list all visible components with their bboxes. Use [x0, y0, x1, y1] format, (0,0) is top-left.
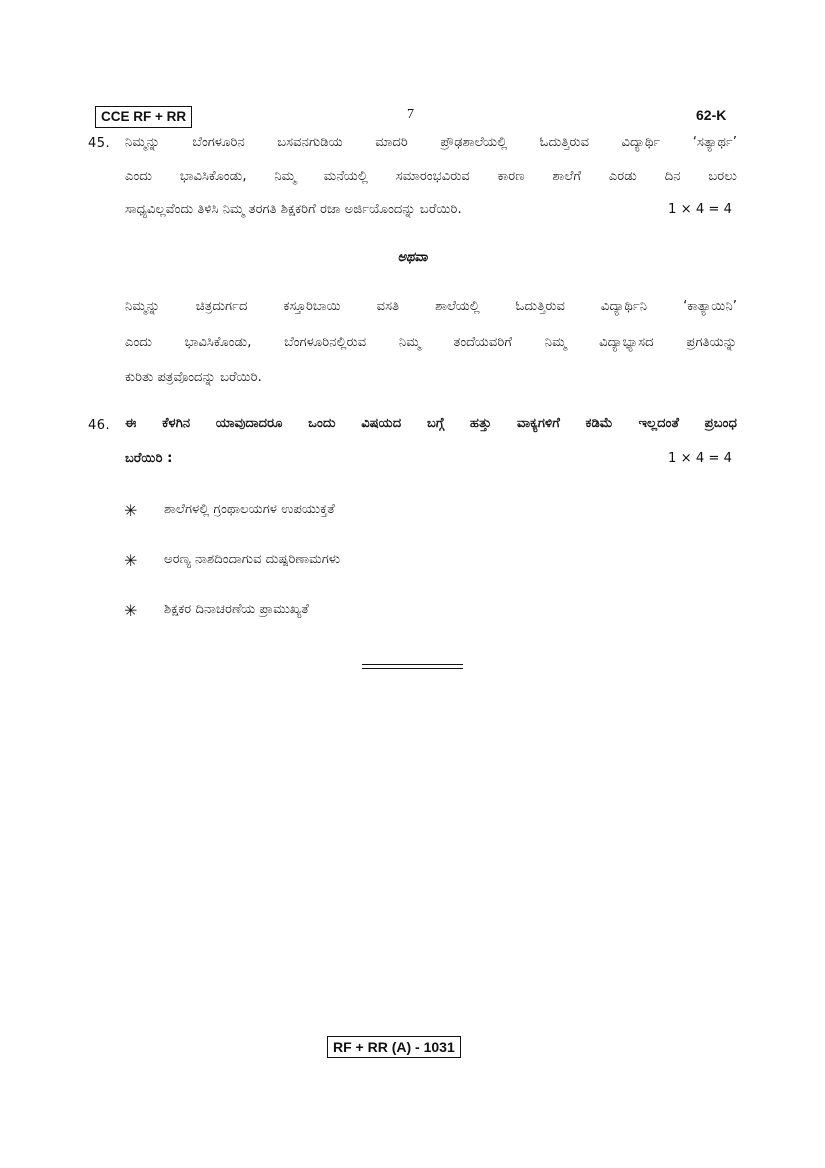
footer-code-box — [327, 1036, 461, 1058]
question-45-alt-line-3: ಕುರಿತು ಪತ್ರವೊಂದನ್ನು ಬರೆಯಿರಿ. — [125, 370, 262, 385]
paper-code: 62-K — [696, 107, 727, 123]
page-number: 7 — [407, 107, 414, 122]
bullet-star-icon: ✳ — [124, 501, 138, 520]
question-46-line-2: ಬರೆಯಿರಿ : — [125, 451, 173, 466]
end-rule-bottom — [362, 668, 463, 669]
or-label: ಅಥವಾ — [397, 250, 428, 265]
header-code-box — [95, 106, 192, 128]
end-rule-top — [362, 664, 463, 665]
header-code-text: CCE RF + RR — [101, 109, 187, 124]
question-46-line-1: ಈ ಕೆಳಗಿನ ಯಾವುದಾದರೂ ಒಂದು ವಿಷಯದ ಬಗ್ಗೆ ಹತ್ತು ವಾಕ್ಯಗಳಿಗೆ ಕಡಿಮೆ ಇಲ್ಲದಂತೆ ಪ್ರಬಂಧ — [125, 416, 737, 431]
topic-item-2: ಅರಣ್ಯ ನಾಶದಿಂದಾಗುವ ದುಷ್ಪರಿಣಾಮಗಳು — [164, 552, 341, 567]
question-45-line-1: ನಿಮ್ಮನ್ನು ಬೆಂಗಳೂರಿನ ಬಸವನಗುಡಿಯ ಮಾದರಿ ಪ್ರೌಢಶಾಲೆಯಲ್ಲಿ ಓದುತ್ತಿರುವ ವಿದ್ಯಾರ್ಥಿ ‘ಸತ್ಯಾರ್ಥ’ — [125, 135, 737, 150]
question-45-alt-line-2: ಎಂದು ಭಾವಿಸಿಕೊಂಡು, ಬೆಂಗಳೂರಿನಲ್ಲಿರುವ ನಿಮ್ಮ ತಂದೆಯವರಿಗೆ ನಿಮ್ಮ ವಿದ್ಯಾಭ್ಯಾಸದ ಪ್ರಗತಿಯನ್ನು — [125, 335, 737, 350]
topic-item-1: ಶಾಲೆಗಳಲ್ಲಿ ಗ್ರಂಥಾಲಯಗಳ ಉಪಯುಕ್ತತೆ — [164, 502, 335, 517]
question-46-marks: 1 × 4 = 4 — [668, 451, 733, 466]
question-46-number: 46. — [88, 418, 111, 433]
question-45-line-2: ಎಂದು ಭಾವಿಸಿಕೊಂಡು, ನಿಮ್ಮ ಮನೆಯಲ್ಲಿ ಸಮಾರಂಭವಿರುವ ಕಾರಣ ಶಾಲೆಗೆ ಎರಡು ದಿನ ಬರಲು — [125, 169, 737, 184]
footer-code-text: RF + RR (A) - 1031 — [333, 1039, 455, 1055]
question-45-marks: 1 × 4 = 4 — [668, 202, 733, 217]
question-45-line-3: ಸಾಧ್ಯವಿಲ್ಲವೆಂದು ತಿಳಿಸಿ ನಿಮ್ಮ ತರಗತಿ ಶಿಕ್ಷಕರಿಗೆ ರಜಾ ಅರ್ಜಿಯೊಂದನ್ನು ಬರೆಯಿರಿ. — [125, 202, 462, 217]
topic-item-3: ಶಿಕ್ಷಕರ ದಿನಾಚರಣೆಯ ಪ್ರಾಮುಖ್ಯತೆ — [164, 602, 309, 617]
question-45-alt-line-1: ನಿಮ್ಮನ್ನು ಚಿತ್ರದುರ್ಗದ ಕಸ್ತೂರಿಬಾಯಿ ವಸತಿ ಶಾಲೆಯಲ್ಲಿ ಓದುತ್ತಿರುವ ವಿದ್ಯಾರ್ಥಿನಿ ‘ಕಾತ್ಯಾಯಿನಿ’ — [125, 299, 737, 314]
bullet-star-icon: ✳ — [124, 551, 138, 570]
question-45-number: 45. — [88, 136, 111, 151]
bullet-star-icon: ✳ — [124, 601, 138, 620]
